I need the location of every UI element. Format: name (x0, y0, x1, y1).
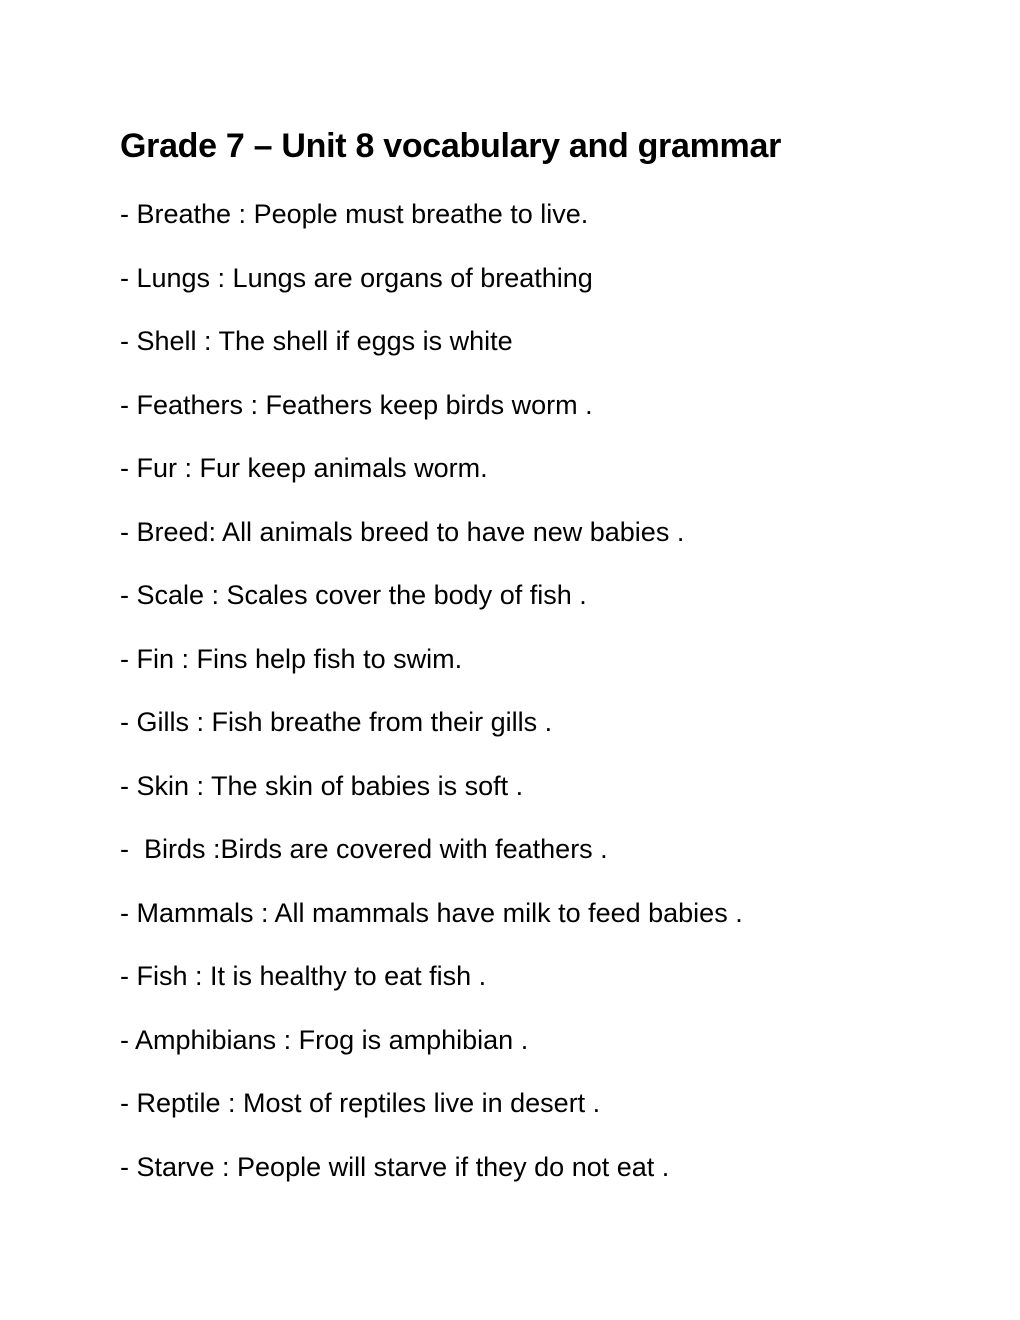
vocab-line-starve: - Starve : People will starve if they do not eat . (120, 1151, 670, 1182)
vocab-line-feathers: - Feathers : Feathers keep birds worm . (120, 389, 593, 420)
vocab-line-lungs: - Lungs : Lungs are organs of breathing (120, 262, 593, 293)
vocab-line-fin: - Fin : Fins help fish to swim. (120, 643, 463, 674)
vocab-line-shell: - Shell : The shell if eggs is white (120, 326, 513, 356)
vocab-line-amphibians: - Amphibians : Frog is amphibian . (120, 1024, 529, 1055)
vocab-line-gills: - Gills : Fish breathe from their gills . (120, 707, 553, 737)
vocab-line-mammals: - Mammals : All mammals have milk to feed babies . (120, 897, 743, 928)
page-title: Grade 7 – Unit 8 vocabulary and grammar (120, 127, 781, 165)
vocab-line-fur: - Fur : Fur keep animals worm. (120, 453, 488, 483)
vocab-line-reptile: - Reptile : Most of reptiles live in desert . (120, 1088, 601, 1118)
vocab-line-breathe: - Breathe : People must breathe to live. (120, 199, 589, 229)
vocab-line-fish: - Fish : It is healthy to eat fish . (120, 961, 487, 991)
vocab-line-birds: - Birds :Birds are covered with feathers . (120, 834, 608, 864)
vocab-line-skin: - Skin : The skin of babies is soft . (120, 770, 524, 801)
vocab-line-breed: - Breed: All animals breed to have new babies . (120, 516, 685, 547)
vocab-line-scale: - Scale : Scales cover the body of fish . (120, 580, 587, 610)
vocabulary-list (120, 194, 743, 1210)
